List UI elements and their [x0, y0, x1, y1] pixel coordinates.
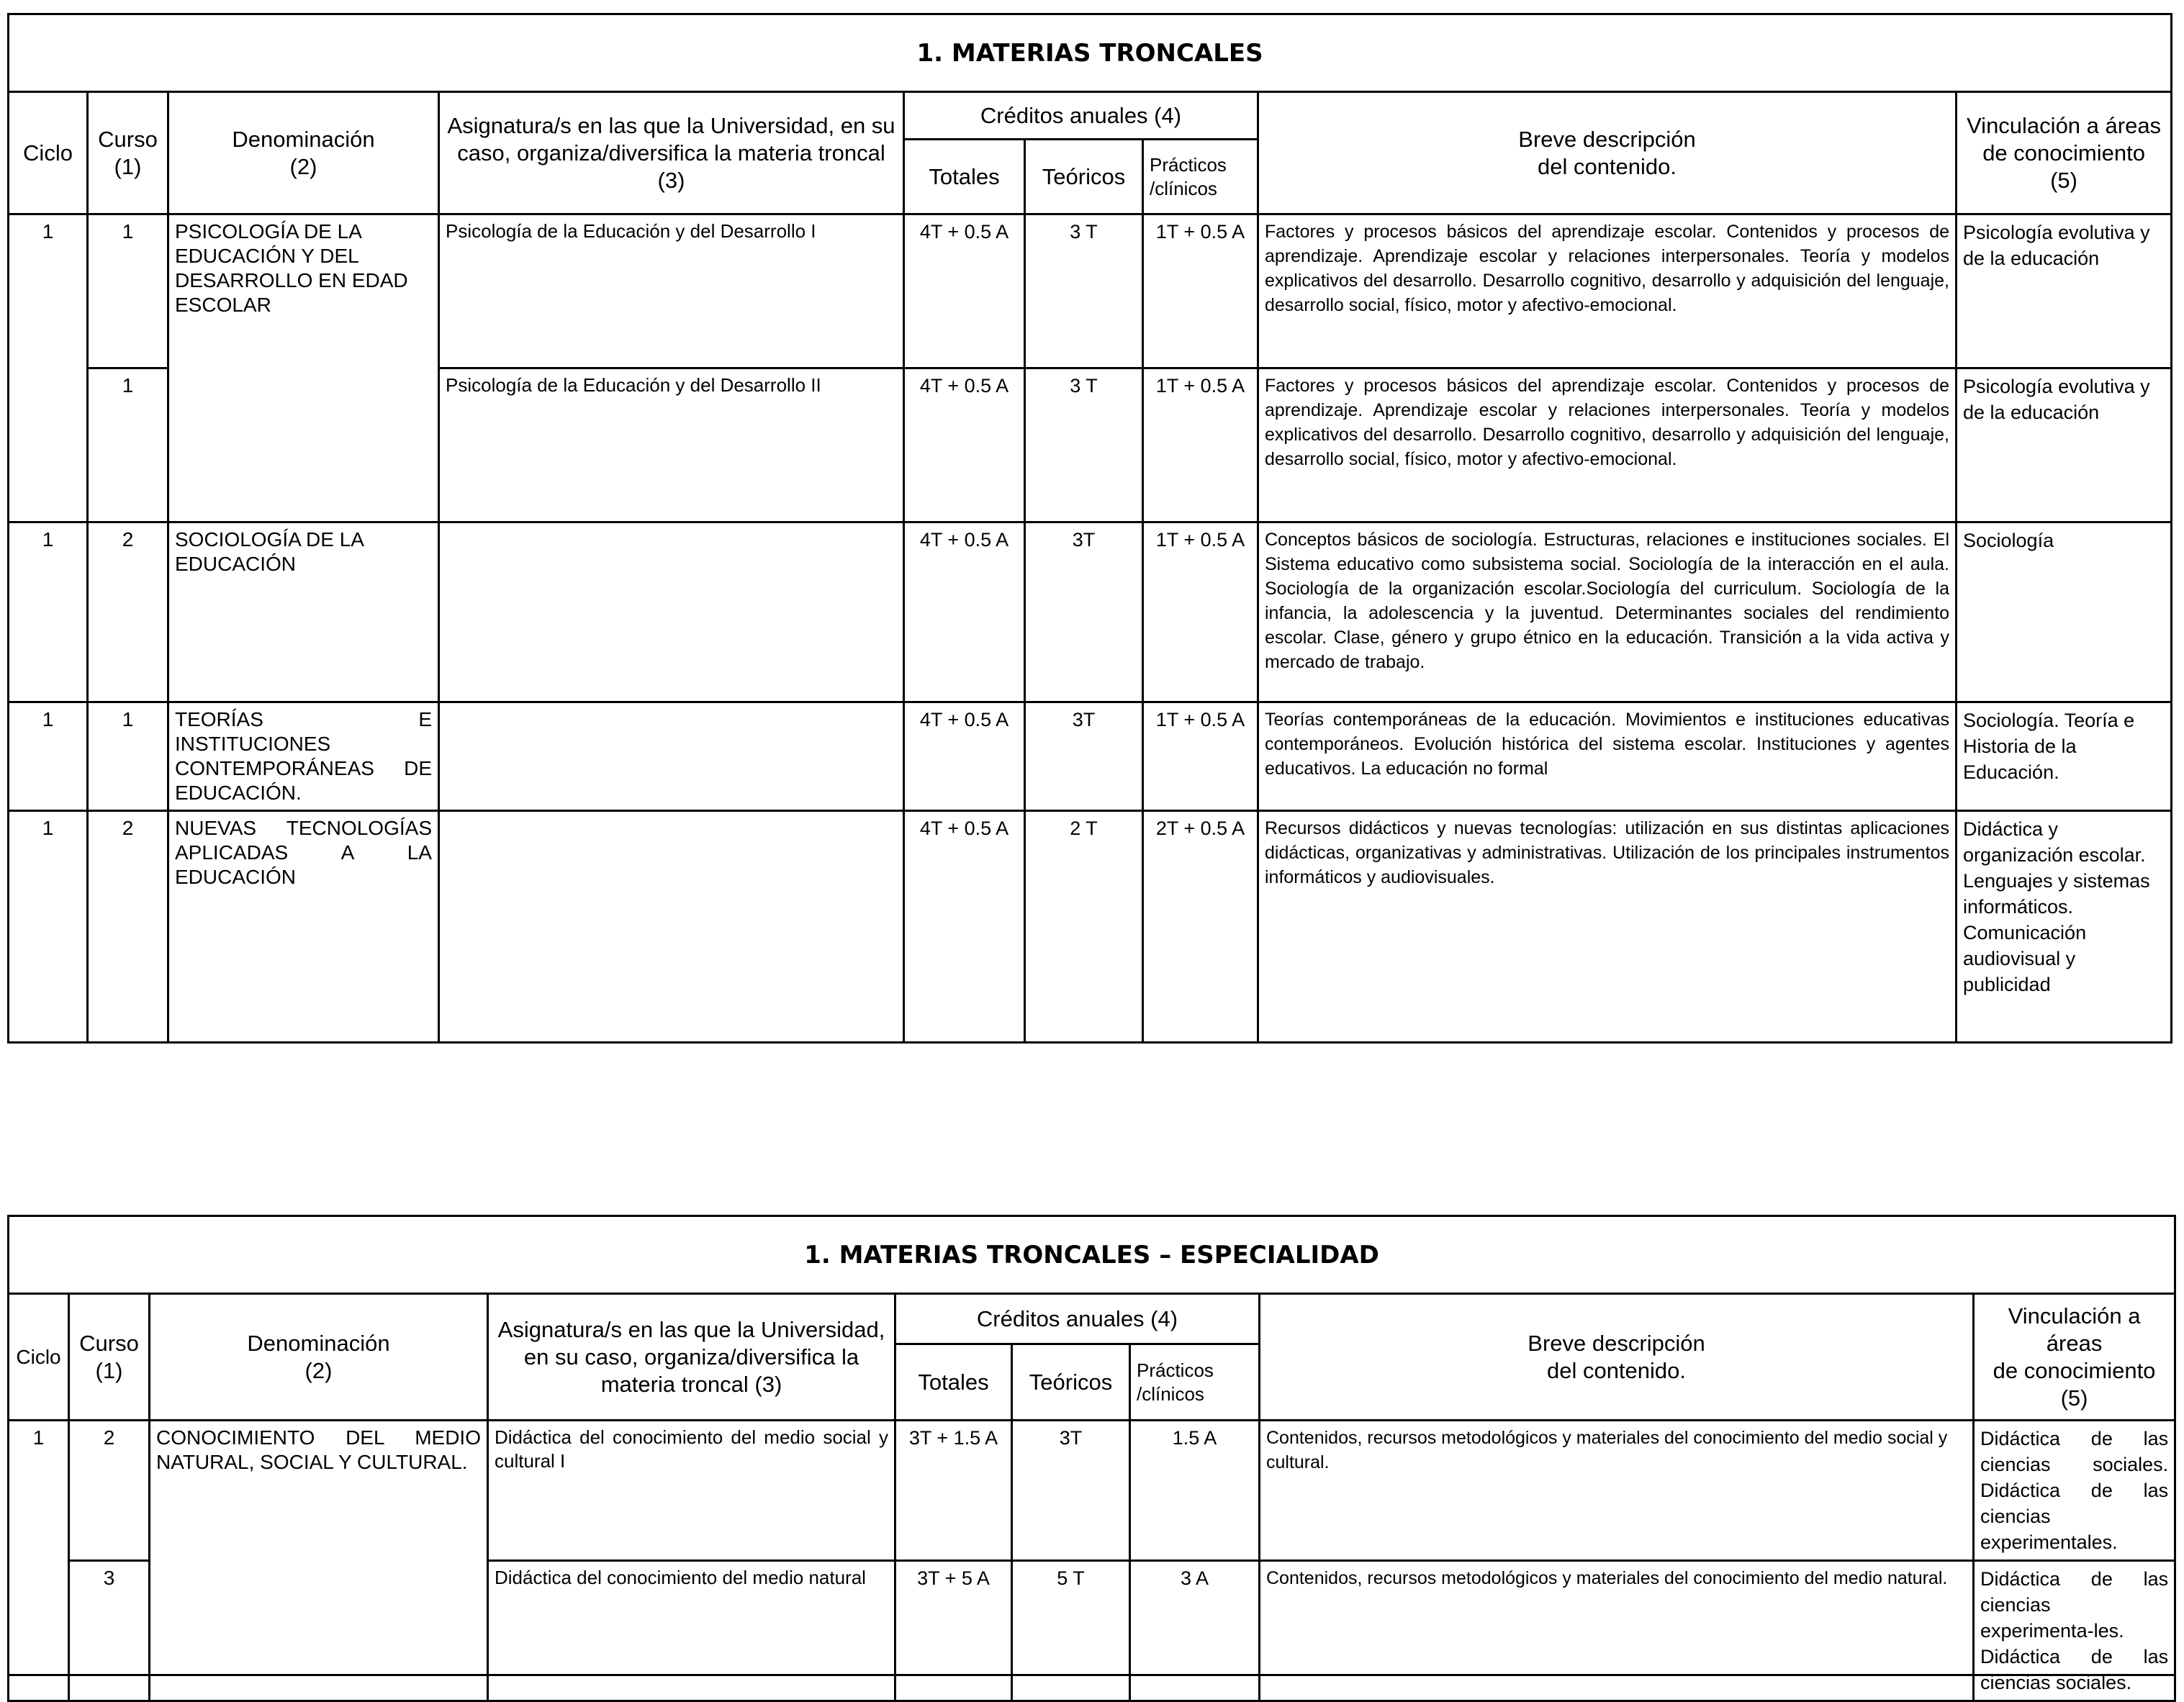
curso-cell: 2 [88, 522, 168, 702]
descripcion-cell: Contenidos, recursos metodológicos y materiales del conocimiento del medio social y cultural. [1260, 1421, 1974, 1561]
header-practicos: Prácticos /clínicos [1143, 140, 1258, 214]
ciclo-cell: 1 [9, 702, 88, 811]
area-cell: Psicología evolutiva y de la educación [1957, 214, 2172, 368]
area-cell: Didáctica de las ciencias sociales. Didáctica de las ciencias experimentales. [1974, 1421, 2175, 1561]
descripcion-cell: Contenidos, recursos metodológicos y materiales del conocimiento del medio natural. [1260, 1561, 1974, 1701]
ciclo-cell: 1 [9, 214, 88, 522]
table-row [9, 1421, 2175, 1561]
denominacion-cell: CONOCIMIENTO DEL MEDIO NATURAL, SOCIAL Y CULTURAL. [150, 1421, 488, 1701]
header-descripcion: Breve descripción del contenido. [1258, 92, 1957, 214]
totales-cell: 4T + 0.5 A [904, 702, 1025, 811]
table-row [9, 522, 2172, 702]
teoricos-cell: 3T [1012, 1421, 1130, 1561]
header-teoricos: Teóricos [1025, 140, 1143, 214]
practicos-cell: 2T + 0.5 A [1143, 811, 1258, 1043]
practicos-cell: 1T + 0.5 A [1143, 522, 1258, 702]
header-vinculacion: Vinculación a áreas de conocimiento (5) [1957, 92, 2172, 214]
asignatura-cell: Psicología de la Educación y del Desarrollo I [439, 214, 904, 368]
totales-cell: 4T + 0.5 A [904, 214, 1025, 368]
teoricos-cell: 3 T [1025, 368, 1143, 522]
asignatura-cell [439, 522, 904, 702]
asignatura-cell: Psicología de la Educación y del Desarrollo II [439, 368, 904, 522]
materias-troncales-especialidad-table [7, 1215, 2176, 1702]
area-cell: Psicología evolutiva y de la educación [1957, 368, 2172, 522]
descripcion-cell: Factores y procesos básicos del aprendizaje escolar. Contenidos y procesos de aprendizaje. Aprendizaje escolar y relaciones interpersonales. Teoría y modelos explicativos del desarrollo. Desarrollo cognitivo, desarrollo y adquisición del lenguaje, desarrollo social, físico, motor y afectivo-emocional. [1258, 368, 1957, 522]
curso-cell: 1 [88, 214, 168, 368]
header-teoricos: Teóricos [1012, 1344, 1130, 1421]
descripcion-cell: Factores y procesos básicos del aprendizaje escolar. Contenidos y procesos de aprendizaje. Aprendizaje escolar y relaciones interpersonales. Teoría y modelos explicativos del desarrollo. Desarrollo cognitivo, desarrollo y adquisición del lenguaje, desarrollo social, físico, motor y afectivo-emocional. [1258, 214, 1957, 368]
totales-cell: 3T + 5 A [895, 1561, 1012, 1701]
totales-cell: 4T + 0.5 A [904, 811, 1025, 1043]
denominacion-cell: PSICOLOGÍA DE LA EDUCACIÓN Y DEL DESARROLLO EN EDAD ESCOLAR [168, 214, 439, 522]
header-denominacion: Denominación (2) [168, 92, 439, 214]
area-cell: Sociología [1957, 522, 2172, 702]
header-asignatura: Asignatura/s en las que la Universidad, en su caso, organiza/diversifica la materia troncal (3) [488, 1294, 895, 1421]
asignatura-cell [439, 811, 904, 1043]
curso-cell: 1 [88, 368, 168, 522]
practicos-cell: 1.5 A [1130, 1421, 1260, 1561]
curso-cell: 2 [88, 811, 168, 1043]
header-denominacion: Denominación (2) [150, 1294, 488, 1421]
table-row [9, 702, 2172, 811]
curso-cell: 3 [69, 1561, 150, 1701]
table-title: 1. MATERIAS TRONCALES – ESPECIALIDAD [9, 1216, 2175, 1294]
header-curso: Curso (1) [69, 1294, 150, 1421]
area-cell: Sociología. Teoría e Historia de la Educación. [1957, 702, 2172, 811]
teoricos-cell: 3T [1025, 522, 1143, 702]
ciclo-cell: 1 [9, 1421, 69, 1701]
descripcion-cell: Conceptos básicos de sociología. Estructuras, relaciones e instituciones sociales. El Sistema educativo como subsistema social. Sociología de la interacción en el aula. Sociología de la organización escolar.Sociología del curriculum. Sociología de la infancia, la adolescencia y la juventud. Determinantes sociales del rendimiento escolar. Clase, género y grupo étnico en la educación. Transición a la vida activa y mercado de trabajo. [1258, 522, 1957, 702]
practicos-cell: 1T + 0.5 A [1143, 702, 1258, 811]
practicos-cell: 1T + 0.5 A [1143, 214, 1258, 368]
totales-cell: 4T + 0.5 A [904, 522, 1025, 702]
ciclo-cell: 1 [9, 811, 88, 1043]
header-creditos: Créditos anuales (4) [904, 92, 1258, 140]
totales-cell: 3T + 1.5 A [895, 1421, 1012, 1561]
teoricos-cell: 2 T [1025, 811, 1143, 1043]
curso-cell: 2 [69, 1421, 150, 1561]
descripcion-cell: Teorías contemporáneas de la educación. Movimientos e instituciones educativas contemporáneos. Evolución histórica del sistema escolar. Instituciones y agentes educativos. La educación no formal [1258, 702, 1957, 811]
denominacion-cell: TEORÍAS E INSTITUCIONES CONTEMPORÁNEAS DE EDUCACIÓN. [168, 702, 439, 811]
header-ciclo: Ciclo [9, 1294, 69, 1421]
teoricos-cell: 5 T [1012, 1561, 1130, 1701]
area-cell: Didáctica y organización escolar. Lenguajes y sistemas informáticos. Comunicación audiovisual y publicidad [1957, 811, 2172, 1043]
header-totales: Totales [904, 140, 1025, 214]
teoricos-cell: 3T [1025, 702, 1143, 811]
header-totales: Totales [895, 1344, 1012, 1421]
header-vinculacion: Vinculación a áreas de conocimiento (5) [1974, 1294, 2175, 1421]
materias-troncales-table [7, 13, 2172, 1044]
practicos-cell: 1T + 0.5 A [1143, 368, 1258, 522]
table-continuation-edge [7, 1674, 2174, 1676]
header-curso: Curso (1) [88, 92, 168, 214]
header-asignatura: Asignatura/s en las que la Universidad, en su caso, organiza/diversifica la materia troncal (3) [439, 92, 904, 214]
ciclo-cell: 1 [9, 522, 88, 702]
header-descripcion: Breve descripción del contenido. [1260, 1294, 1974, 1421]
area-cell: Didáctica de las ciencias experimenta-les. Didáctica de las ciencias sociales. [1974, 1561, 2175, 1701]
table-row [9, 811, 2172, 1043]
table-title: 1. MATERIAS TRONCALES [9, 14, 2172, 92]
asignatura-cell: Didáctica del conocimiento del medio social y cultural I [488, 1421, 895, 1561]
teoricos-cell: 3 T [1025, 214, 1143, 368]
denominacion-cell: SOCIOLOGÍA DE LA EDUCACIÓN [168, 522, 439, 702]
practicos-cell: 3 A [1130, 1561, 1260, 1701]
table-row [9, 214, 2172, 368]
header-ciclo: Ciclo [9, 92, 88, 214]
descripcion-cell: Recursos didácticos y nuevas tecnologías: utilización en sus distintas aplicaciones didácticas, organizativas y administrativas. Utilización de los principales instrumentos informáticos y audiovisuales. [1258, 811, 1957, 1043]
asignatura-cell [439, 702, 904, 811]
header-creditos: Créditos anuales (4) [895, 1294, 1260, 1344]
header-practicos: Prácticos /clínicos [1130, 1344, 1260, 1421]
denominacion-cell: NUEVAS TECNOLOGÍAS APLICADAS A LA EDUCACIÓN [168, 811, 439, 1043]
asignatura-cell: Didáctica del conocimiento del medio natural [488, 1561, 895, 1701]
curso-cell: 1 [88, 702, 168, 811]
totales-cell: 4T + 0.5 A [904, 368, 1025, 522]
